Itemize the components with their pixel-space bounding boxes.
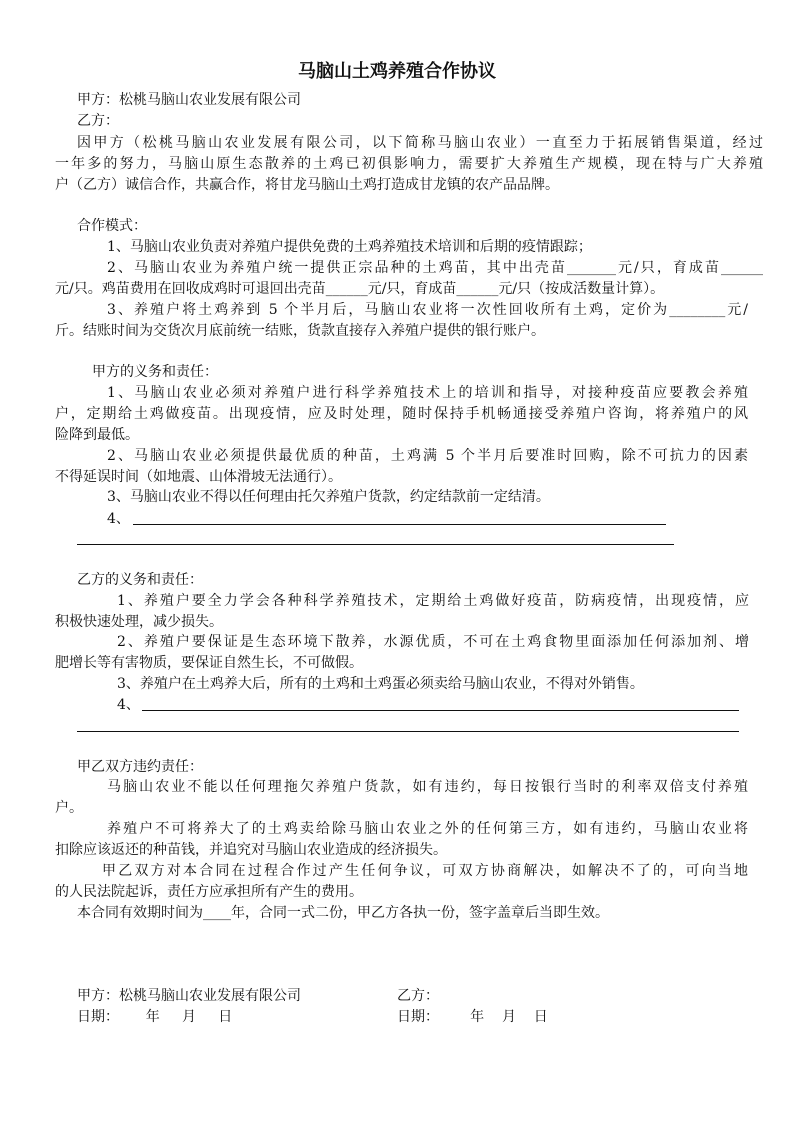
breach-line: 户。 bbox=[55, 800, 83, 816]
cooperation-line: 1、马脑山农业负责对养殖户提供免费的土鸡养殖技术培训和后期的疫情跟踪； bbox=[107, 239, 592, 255]
party-b-duty-line: 1、养殖户要全力学会各种科学养殖技术，定期给土鸡做好疫苗，防病疫情，出现疫情，应 bbox=[117, 593, 749, 609]
cooperation-heading: 合作模式： bbox=[77, 218, 147, 234]
party-b-duties-heading: 乙方的义务和责任： bbox=[77, 572, 203, 588]
blank-line bbox=[77, 544, 674, 545]
party-b-duty-line: 2、养殖户要保证是生态环境下散养，水源优质，不可在土鸡食物里面添加任何添加剂、增 bbox=[117, 634, 749, 650]
cooperation-line: 斤。结账时间为交货次月底前统一结账，货款直接存入养殖户提供的银行账户。 bbox=[55, 323, 545, 339]
breach-line: 养殖户不可将养大了的土鸡卖给除马脑山农业之外的任何第三方，如有违约，马脑山农业将 bbox=[107, 821, 748, 837]
party-a-line: 甲方：松桃马脑山农业发展有限公司 bbox=[77, 92, 301, 108]
cooperation-line: 3、养殖户将土鸡养到 5 个半月后，马脑山农业将一次性回收所有土鸡，定价为________元/ bbox=[107, 302, 748, 318]
party-b-duty-line: 3、养殖户在土鸡养大后，所有的土鸡和土鸡蛋必须卖给马脑山农业，不得对外销售。 bbox=[117, 676, 644, 692]
blank-line bbox=[77, 731, 739, 732]
party-a-duty-line: 4、 bbox=[107, 511, 130, 527]
party-b-line: 乙方： bbox=[77, 113, 119, 129]
breach-line: 的人民法院起诉，责任方应承担所有产生的费用。 bbox=[55, 884, 363, 900]
cooperation-line: 元/只。鸡苗费用在回收成鸡时可退回出壳苗______元/只，育成苗______元/只（按成活数量计算）。 bbox=[55, 281, 665, 297]
blank-line bbox=[133, 524, 666, 525]
signature-date-a: 日期： 年 月 日 bbox=[77, 1009, 233, 1025]
signature-date-b: 日期： 年 月 日 bbox=[397, 1009, 548, 1025]
intro-line: 户（乙方）诚信合作，共赢合作，将甘龙马脑山土鸡打造成甘龙镇的农产品品牌。 bbox=[55, 177, 559, 193]
document-title: 马脑山土鸡养殖合作协议 bbox=[298, 61, 496, 82]
party-a-duties-heading: 甲方的义务和责任： bbox=[92, 364, 218, 380]
breach-line: 甲乙双方对本合同在过程合作过产生任何争议，可双方协商解决，如解决不了的，可向当地 bbox=[102, 863, 748, 879]
signature-party-a: 甲方：松桃马脑山农业发展有限公司 bbox=[77, 988, 301, 1004]
blank-line bbox=[142, 710, 739, 711]
party-a-duty-line: 2、马脑山农业必须提供最优质的种苗，土鸡满 5 个半月后要准时回购，除不可抗力的因素 bbox=[107, 448, 748, 464]
intro-line: 一年多的努力，马脑山原生态散养的土鸡已初俱影响力，需要扩大养殖生产规模，现在特与广大养殖 bbox=[55, 156, 763, 172]
party-a-duty-line: 3、马脑山农业不得以任何理由托欠养殖户货款，约定结款前一定结清。 bbox=[107, 489, 550, 505]
breach-heading: 甲乙双方违约责任： bbox=[77, 759, 203, 775]
party-a-duty-line: 不得延误时间（如地震、山体滑坡无法通行）。 bbox=[55, 469, 342, 485]
party-b-duty-line: 积极快速处理，减少损失。 bbox=[55, 614, 223, 630]
breach-line: 扣除应该返还的种苗钱，并追究对马脑山农业造成的经济损失。 bbox=[55, 842, 447, 858]
cooperation-line: 2、马脑山农业为养殖户统一提供正宗品种的土鸡苗，其中出壳苗_______元/只，育成苗______ bbox=[107, 260, 763, 276]
signature-party-b: 乙方： bbox=[397, 988, 439, 1004]
party-b-duty-line: 4、 bbox=[117, 697, 140, 713]
party-a-duty-line: 险降到最低。 bbox=[55, 427, 139, 443]
breach-line: 马脑山农业不能以任何理拖欠养殖户货款，如有违约，每日按银行当时的利率双倍支付养殖 bbox=[107, 779, 748, 795]
intro-line: 因甲方（松桃马脑山农业发展有限公司，以下简称马脑山农业）一直至力于拓展销售渠道，经过 bbox=[77, 135, 763, 151]
validity-line: 本合同有效期时间为____年，合同一式二份，甲乙方各执一份，签字盖章后当即生效。 bbox=[77, 905, 609, 921]
party-a-duty-line: 户，定期给土鸡做疫苗。出现疫情，应及时处理，随时保持手机畅通接受养殖户咨询，将养殖户的风 bbox=[55, 406, 748, 422]
party-b-duty-line: 肥增长等有害物质，要保证自然生长，不可做假。 bbox=[55, 655, 363, 671]
party-a-duty-line: 1、马脑山农业必须对养殖户进行科学养殖技术上的培训和指导，对接种疫苗应要教会养殖 bbox=[107, 385, 748, 401]
